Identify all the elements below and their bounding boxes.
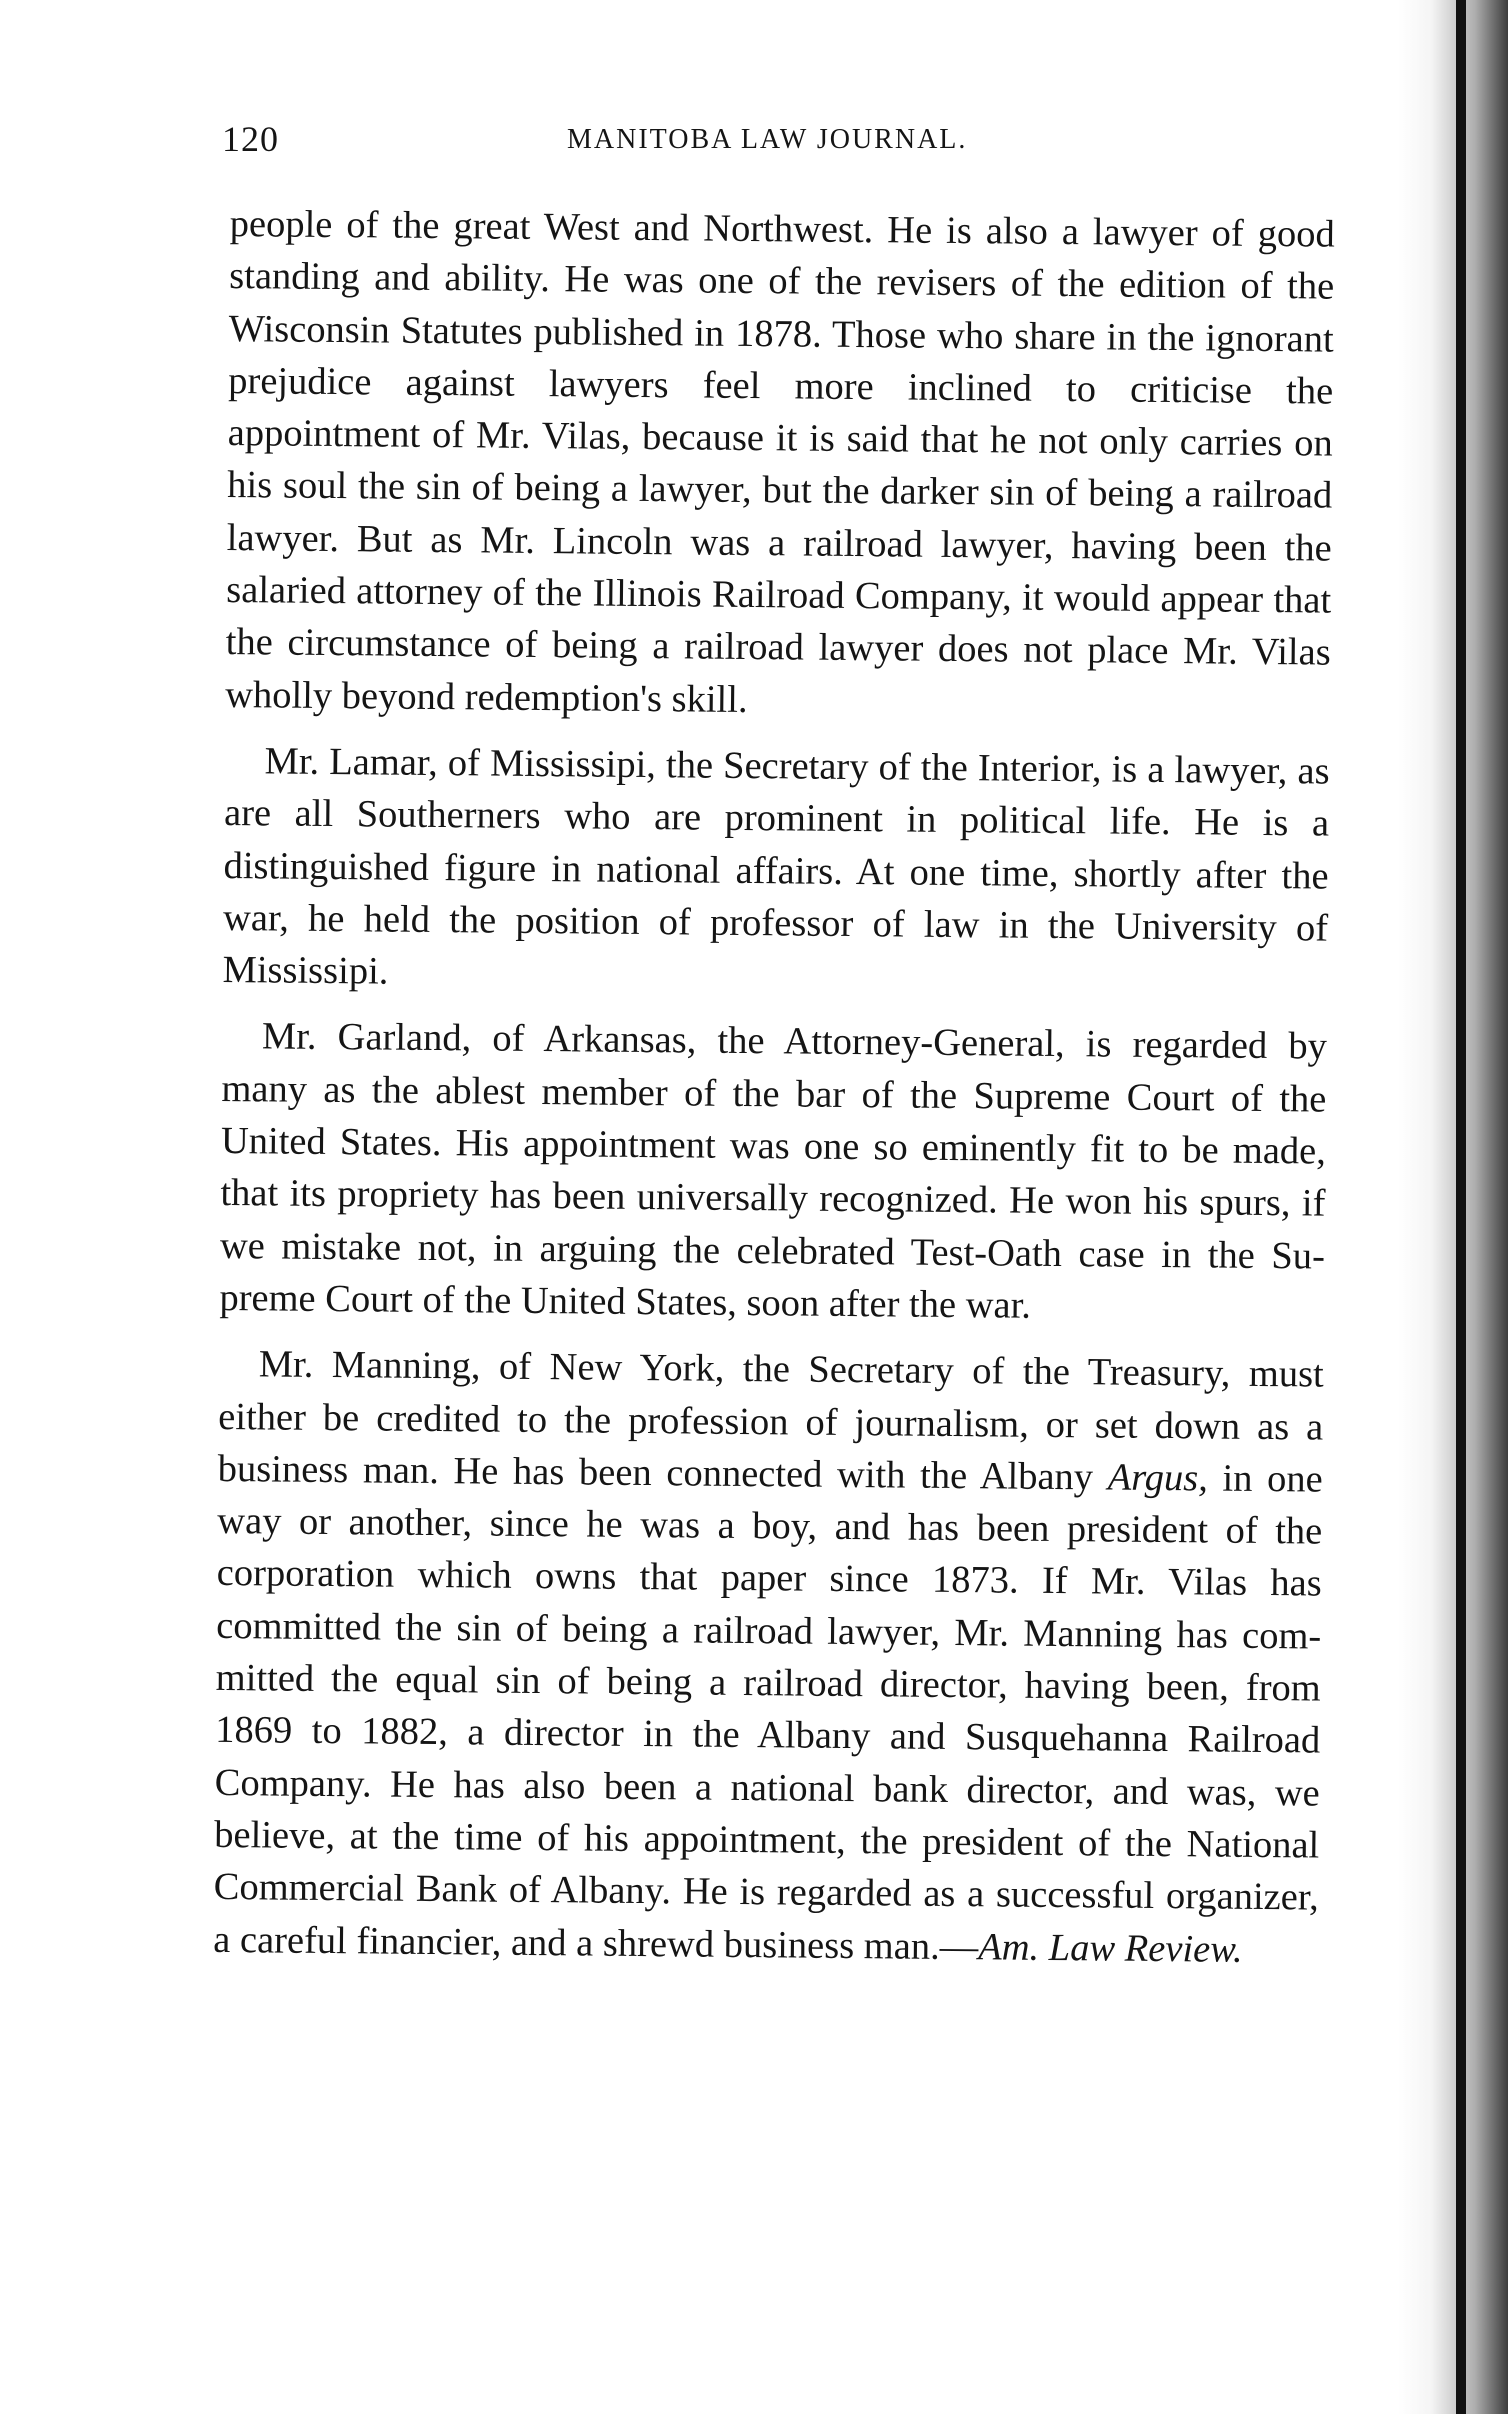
paragraph-garland: Mr. Garland, of Arkansas, the Attorney-General, is regarded by many as the ablest member of the bar of the Supreme Court of the United States. His appointment was one so eminently fit to be made, that its propriety has been universally recognized. He won his spurs, if we mistake not, in arguing the celebrated Test-Oath case in the Supreme Court of the United States, soon after the war. (219, 1015, 1328, 1327)
journal-title: MANITOBA LAW JOURNAL. (567, 124, 968, 155)
running-header (222, 118, 1042, 168)
page-number: 120 (222, 119, 279, 159)
paragraph-vilas: people of the great West and Northwest. He is also a lawyer of good standing and ability. He was one of the revisers of the edition of the Wisconsin Statutes published in 1878. Those who share in the ignorant prejudice against lawyers feel more inclined to criticise the appointment of Mr. Vilas, because it is said that he not only carries on his soul the sin of being a lawyer, but the darker sin of being a railroad lawyer. But as Mr. Lincoln was a railroad lawyer, having been the salaried attorney of the Illinois Railroad Company, it would appear that the circumstance of being a railroad lawyer does not place Mr. Vilas wholly beyond redemption's skill. (225, 202, 1335, 721)
manning-text-part-1: Mr. Manning, of New York, the Secretary of the Treasury, must either be credited to the profession of journalism, or set down as a business man. He has been connected with the Albany (217, 1343, 1324, 1499)
article-body (213, 198, 1335, 1990)
book-binding-edge (1456, 0, 1466, 2414)
scan-shadow-edge (1398, 0, 1508, 2414)
source-citation: Am. Law Review. (978, 1925, 1243, 1971)
manning-text-part-2: in one way or another, since he was a boy, and has been president of the corporation which owns that paper since 1873. If Mr. Vilas has committed the sin of being a railroad lawyer, Mr. Manning has committed the equal sin of being a railroad director, having been, from 1869 to 1882, a director in the Albany and Susquehanna Railroad Company. He has also been a national bank director, and was, we believe, at the time of his appointment, the president of the National Commercial Bank of Albany. He is regarded as a successful organizer, a careful financier, and a shrewd business man.— (213, 1457, 1323, 1968)
paragraph-lamar: Mr. Lamar, of Mississipi, the Secretary of the Interior, is a lawyer, as are all Southerners who are prominent in political life. He is a distinguished figure in national affairs. At one time, shortly after the war, he held the position of professor of law in the University of Mississipi. (222, 740, 1330, 993)
paragraph-manning (213, 1338, 1324, 1976)
newspaper-title-argus: Argus, (1107, 1456, 1209, 1500)
